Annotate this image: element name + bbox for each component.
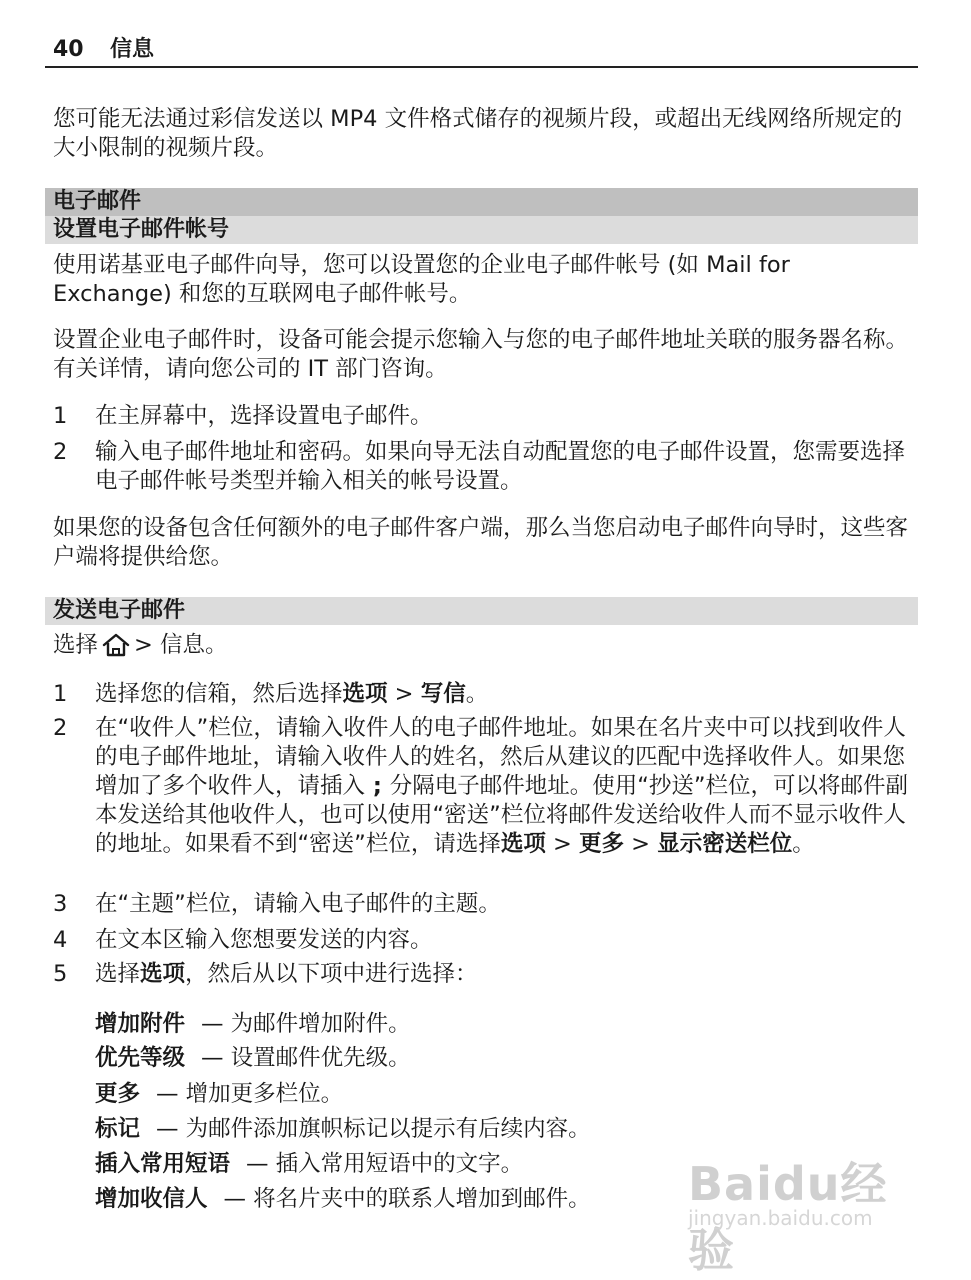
- chapter-title: 信息: [110, 37, 155, 62]
- step-number: 5: [53, 961, 68, 987]
- page-number: 40: [53, 37, 84, 62]
- step-number: 1: [53, 681, 68, 707]
- setup-paragraph-3: 如果您的设备包含任何额外的电子邮件客户端，那么当您启动电子邮件向导时，这些客户端将提供给您。: [53, 515, 909, 570]
- option-row: [95, 1044, 411, 1073]
- send-step-1: 选择您的信箱，然后选择选项 > 写信。: [95, 681, 489, 707]
- section-title: 电子邮件: [53, 189, 142, 214]
- setup-paragraph-1: 使用诺基亚电子邮件向导，您可以设置您的企业电子邮件帐号 (如 Mail for Exchange) 和您的互联网电子邮件帐号。: [53, 252, 790, 307]
- option-row: [95, 1185, 591, 1214]
- page-header: [45, 36, 918, 68]
- select-path: [53, 631, 915, 660]
- option-desc: — 将名片夹中的联系人增加到邮件。: [223, 1186, 591, 1212]
- subsection-heading-send: [45, 597, 918, 625]
- option-row: [95, 1010, 411, 1039]
- baidu-watermark: [688, 1148, 918, 1277]
- step-number: 2: [53, 439, 68, 465]
- step-number: 3: [53, 891, 68, 917]
- option-row: [95, 1150, 523, 1179]
- step-number: 1: [53, 403, 68, 429]
- option-desc: — 设置邮件优先级。: [201, 1045, 411, 1071]
- subsection-title: 发送电子邮件: [53, 598, 186, 623]
- home-icon: [101, 633, 131, 657]
- option-key: 增加收信人: [95, 1186, 208, 1212]
- send-step-2: 在“收件人”栏位，请输入收件人的电子邮件地址。如果在名片夹中可以找到收件人的电子邮件地址，请输入收件人的姓名，然后从建议的匹配中选择收件人。如果您增加了多个收件人，请插入 ; 分隔电子邮件地址。使用“抄送”栏位，可以将邮件副本发送给其他收件人，也可以使用“密送”栏位将邮件发送给收件人而不显示收件人的地址。如果看不到“密送”栏位，请选择选项 > 更多 > 显示密送栏位。: [95, 715, 909, 857]
- setup-step-2: 输入电子邮件地址和密码。如果向导无法自动配置您的电子邮件设置，您需要选择电子邮件帐号类型并输入相关的帐号设置。: [95, 439, 906, 494]
- option-key: 更多: [95, 1081, 141, 1107]
- intro-paragraph: 您可能无法通过彩信发送以 MP4 文件格式储存的视频片段，或超出无线网络所规定的大小限制的视频片段。: [53, 106, 903, 161]
- section-heading-email: [45, 188, 918, 216]
- option-key: 优先等级: [95, 1045, 186, 1071]
- step-number: 2: [53, 715, 68, 741]
- watermark-url: jingyan.baidu.com: [688, 1206, 873, 1230]
- option-row: [95, 1115, 591, 1144]
- select-prefix: 选择: [53, 632, 99, 658]
- setup-step-1: 在主屏幕中，选择设置电子邮件。: [95, 403, 433, 429]
- option-desc: — 为邮件添加旗帜标记以提示有后续内容。: [156, 1116, 591, 1142]
- option-key: 标记: [95, 1116, 141, 1142]
- send-step-5: 选择选项，然后从以下项中进行选择：: [95, 961, 478, 987]
- setup-paragraph-2: 设置企业电子邮件时，设备可能会提示您输入与您的电子邮件地址关联的服务器名称。有关详情，请向您公司的 IT 部门咨询。: [53, 327, 909, 382]
- option-row: [95, 1080, 343, 1109]
- subsection-heading-setup: [45, 216, 918, 244]
- option-desc: — 增加更多栏位。: [156, 1081, 344, 1107]
- option-key: 插入常用短语: [95, 1151, 231, 1177]
- send-step-4: 在文本区输入您想要发送的内容。: [95, 927, 433, 953]
- select-suffix: > 信息。: [134, 632, 228, 658]
- option-desc: — 插入常用短语中的文字。: [246, 1151, 524, 1177]
- subsection-title: 设置电子邮件帐号: [53, 217, 230, 242]
- option-key: 增加附件: [95, 1011, 186, 1037]
- step-number: 4: [53, 927, 68, 953]
- option-desc: — 为邮件增加附件。: [201, 1011, 411, 1037]
- send-step-3: 在“主题”栏位，请输入电子邮件的主题。: [95, 891, 501, 917]
- watermark-logo-text: Baidu经验: [688, 1157, 888, 1277]
